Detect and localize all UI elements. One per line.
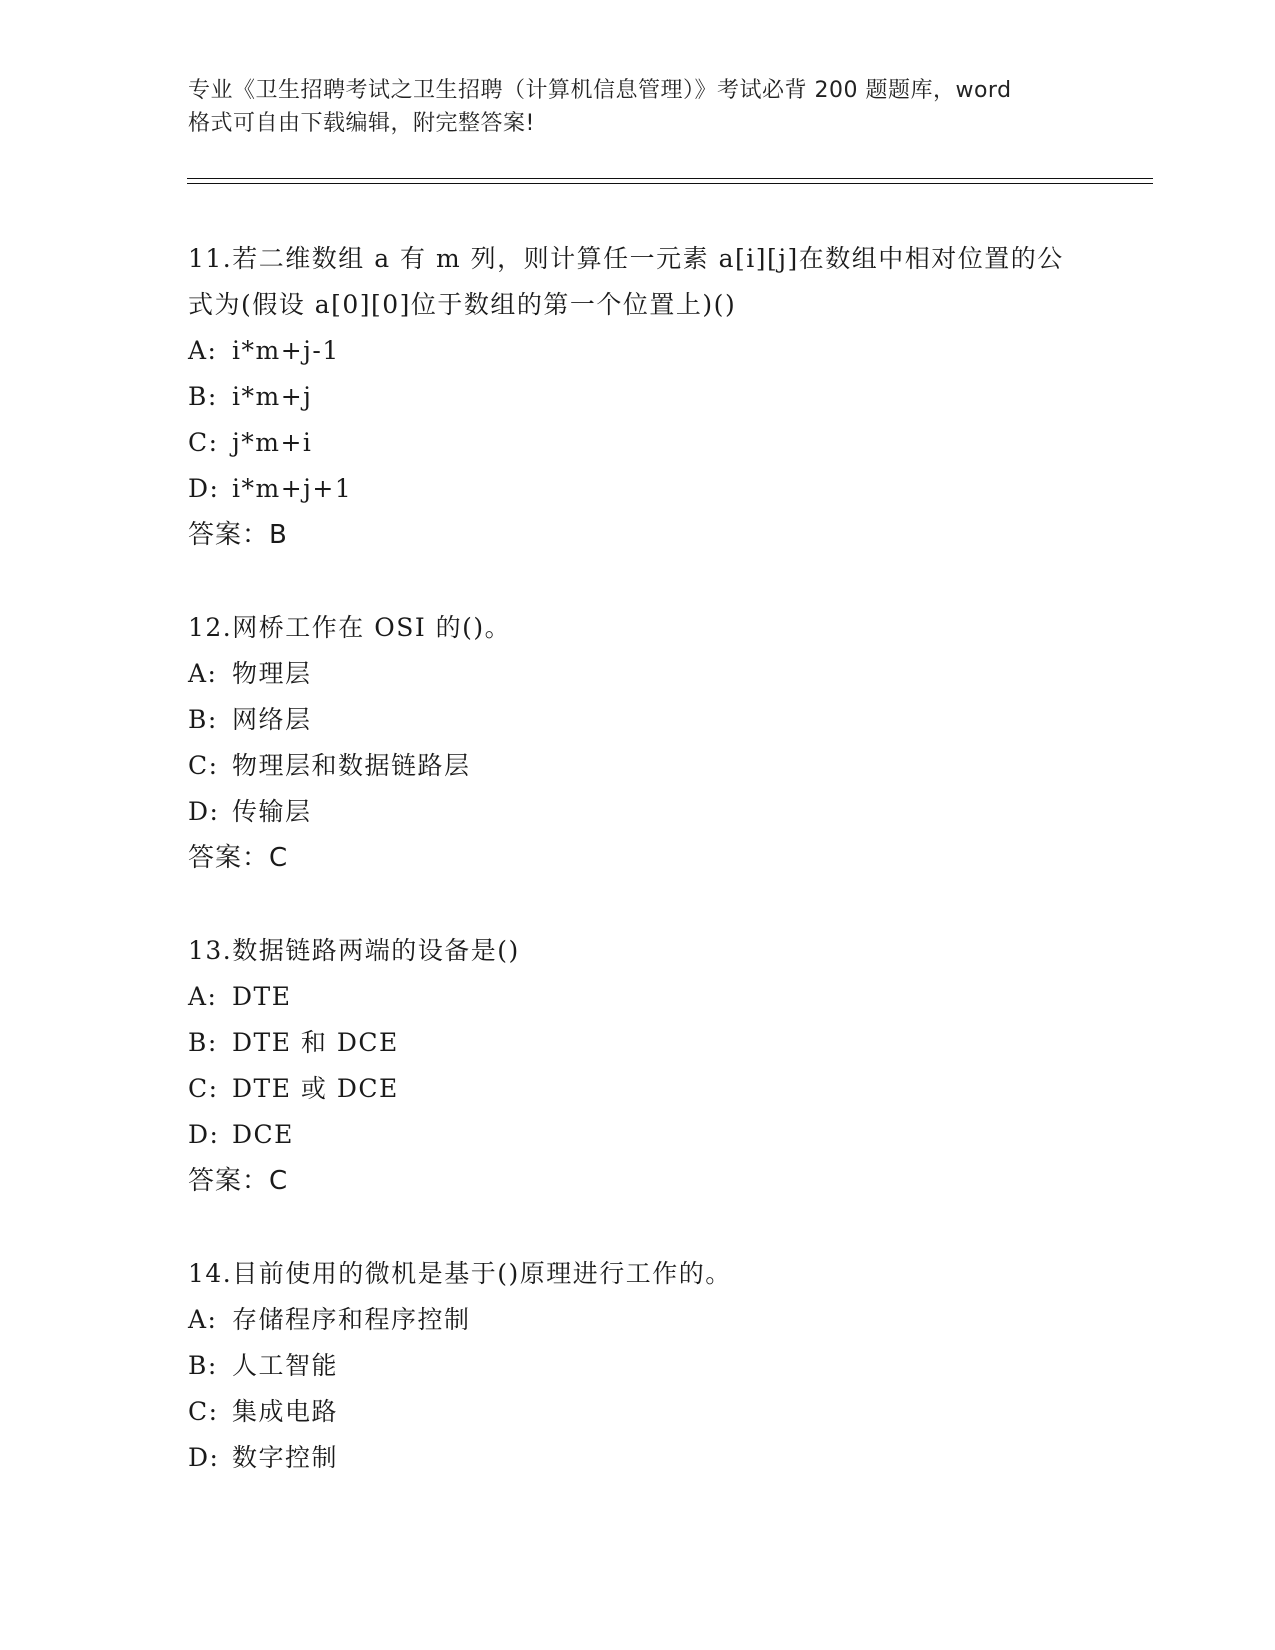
answer-line: 答案：B [188, 520, 288, 550]
option-text: DCE [232, 1120, 294, 1149]
option-text: 网络层 [232, 705, 312, 734]
option-c [188, 1389, 1148, 1435]
question-stem: 12.网桥工作在 OSI 的()。 [188, 613, 512, 642]
option-key: B: [188, 1351, 218, 1380]
option-c [188, 420, 1148, 466]
option-key: B: [188, 382, 218, 411]
option-text: 人工智能 [232, 1351, 339, 1380]
option-b [188, 1343, 1148, 1389]
header-divider-bottom [187, 183, 1153, 184]
option-c [188, 1066, 1148, 1112]
option-text: 集成电路 [232, 1397, 339, 1426]
option-key: C: [188, 428, 219, 457]
option-text: 数字控制 [232, 1443, 339, 1472]
option-text: i*m+j [232, 382, 313, 411]
option-text: DTE 或 DCE [232, 1074, 399, 1103]
option-key: A: [188, 336, 218, 365]
question-stem: 11.若二维数组 a 有 m 列，则计算任一元素 a[i][j]在数组中相对位置的公式为(假设 a[0][0]位于数组的第一个位置上)() [188, 244, 1064, 319]
option-d [188, 1435, 1148, 1481]
option-d [188, 789, 1148, 835]
option-a [188, 328, 1148, 374]
option-text: 物理层和数据链路层 [232, 751, 471, 780]
option-key: A: [188, 982, 218, 1011]
option-key: C: [188, 751, 219, 780]
option-text: j*m+i [232, 428, 313, 457]
option-text: DTE 和 DCE [232, 1028, 399, 1057]
option-text: 存储程序和程序控制 [232, 1305, 471, 1334]
answer-line: 答案：C [188, 843, 289, 873]
question-list [188, 236, 1148, 1528]
option-d [188, 466, 1148, 512]
option-text: i*m+j-1 [232, 336, 340, 365]
option-key: C: [188, 1074, 219, 1103]
question-12 [188, 605, 1148, 881]
option-d [188, 1112, 1148, 1158]
option-c [188, 743, 1148, 789]
option-key: C: [188, 1397, 219, 1426]
option-key: A: [188, 1305, 218, 1334]
question-stem: 14.目前使用的微机是基于()原理进行工作的。 [188, 1259, 732, 1288]
header-line-1: 专业《卫生招聘考试之卫生招聘（计算机信息管理）》考试必背 200 题题库，word [188, 78, 1012, 103]
option-text: 传输层 [232, 797, 312, 826]
option-key: D: [188, 797, 220, 826]
header-divider-top [187, 178, 1153, 179]
option-b [188, 697, 1148, 743]
question-14 [188, 1251, 1148, 1481]
option-key: A: [188, 659, 218, 688]
option-key: B: [188, 705, 218, 734]
option-a [188, 651, 1148, 697]
answer-line: 答案：C [188, 1166, 289, 1196]
option-key: B: [188, 1028, 218, 1057]
header-line-2: 格式可自由下载编辑，附完整答案! [188, 111, 535, 136]
option-key: D: [188, 1443, 220, 1472]
option-text: 物理层 [232, 659, 312, 688]
option-key: D: [188, 1120, 220, 1149]
option-a [188, 974, 1148, 1020]
option-key: D: [188, 474, 220, 503]
option-b [188, 374, 1148, 420]
question-stem: 13.数据链路两端的设备是() [188, 936, 520, 965]
document-header [188, 74, 1088, 140]
question-11 [188, 236, 1148, 558]
option-text: i*m+j+1 [232, 474, 353, 503]
option-a [188, 1297, 1148, 1343]
question-13 [188, 928, 1148, 1204]
option-b [188, 1020, 1148, 1066]
option-text: DTE [232, 982, 292, 1011]
